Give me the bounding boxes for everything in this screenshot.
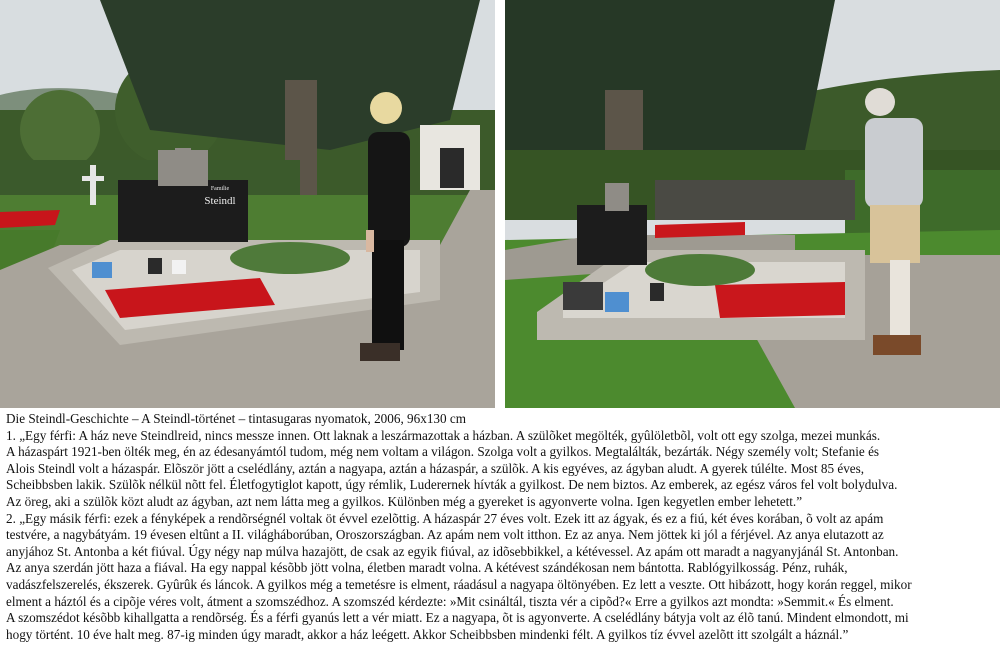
caption-line: anyjához St. Antonba a két fiúval. Úgy négy nap múlva hazajött, de csak az egyik fiúval, az idõsebbikkel, a kétévessel. Az apám ott maradt a nagyanyjánál St. Antonban. bbox=[6, 543, 899, 559]
gravestone-line-2: Steindl bbox=[204, 195, 236, 207]
caption-line: hogy történt. 10 éve halt meg. 87-ig minden úgy maradt, akkor a ház leégett. Akkor Scheibbsben mindenki félt. A gyilkos tíz évvel azelõtt itt szolgált a háznál.” bbox=[6, 626, 849, 642]
caption-line: Scheibbsben lakik. Szülõk nélkül nõtt fel. Életfogytiglot kapott, úgy rémlik, Luderernek hívták a gyilkost. De nem biztos. Az emberek, az egész város fel volt bolydulva. bbox=[6, 477, 898, 493]
caption-line: Az anya szerdán jött haza a fiával. Ha egy nappal késõbb jött volna, életben maradt volna. A kétévest szándékosan nem bántotta. Rablógyilkosság. Pénz, ruhák, bbox=[6, 560, 848, 576]
caption-block bbox=[6, 411, 996, 643]
caption-line: vadászfelszerelés, ékszerek. Gyûrûk és láncok. A gyilkos még a temetésre is elment, ráadásul a nagyapa öltönyében. Ez lett a veszte. Ott hibázott, hogy korán reggel, mikor bbox=[6, 576, 912, 592]
caption-line: testvére, a nagybátyám. 19 évesen eltûnt a II. világháborúban, Oroszországban. Az apám nem volt itthon. Ez az anya. Nem jöttek ki jól a férjével. Az anya elutazott az bbox=[6, 527, 884, 543]
caption-line: 1. „Egy férfi: A ház neve Steindlreid, nincs messze innen. Ott laknak a leszármazottak a házban. A szülõket megölték, gyûlöletbõl, volt ott egy szolga, mezei munkás. bbox=[6, 427, 881, 443]
caption-line: 2. „Egy másik férfi: ezek a fényképek a rendõrségnél voltak öt évvel ezelõttig. A házaspár 27 éves volt. Ezek itt az ágyak, és ez a fiú, két éves korában, õ volt az apám bbox=[6, 510, 884, 526]
left-photo bbox=[0, 0, 495, 408]
caption-line: A szomszédot késõbb kihallgatta a rendõrség. És a férfi gyanús lett a vér miatt. Ez a nagyapa, õt is agyonverte. A cselédlány bátyja volt az élõ tanú. Mindent elmondott, mi bbox=[6, 610, 909, 626]
caption-line: elment a háztól és a cipõje véres volt, átment a szomszédhoz. A szomszéd kérdezte: »Mit csináltál, tiszta vér a cipõd?« Erre a gyilkos azt mondta: »Semmit.« És elment. bbox=[6, 593, 894, 609]
caption-line: A házaspárt 1921-ben ölték meg, én az édesanyámtól tudom, még nem voltam a világon. Szolga volt a gyilkos. Megtalálták, bezárták. Négy személy volt; Stefanie és bbox=[6, 444, 880, 460]
caption-line: Alois Steindl volt a házaspár. Elõször jött a cselédlány, aztán a nagyapa, aztán a házaspár, a szülõk. A kis egyéves, az ágyban aludt. A gyerek túlélte. Most 85 éves, bbox=[6, 460, 865, 476]
caption-title: Die Steindl-Geschichte – A Steindl-történet – tintasugaras nyomatok, 2006, 96x130 cm bbox=[6, 411, 467, 426]
caption-line: Az öreg, aki a szülõk közt aludt az ágyban, azt nem látta meg a gyilkos. Különben még a gyereket is agyonverte volna. Igen kegyetlen ember lehetett.” bbox=[6, 493, 803, 509]
gravestone-line-1: Familie bbox=[210, 186, 230, 192]
right-photo bbox=[505, 0, 1000, 408]
